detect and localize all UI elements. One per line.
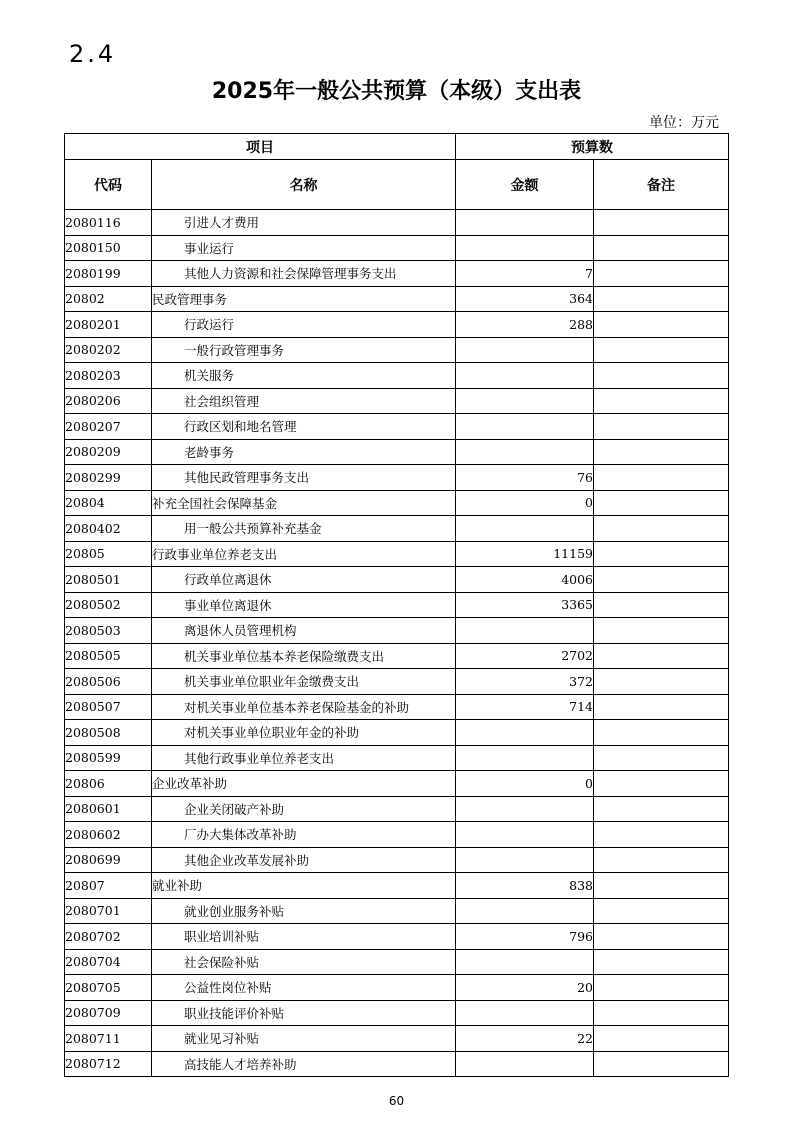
row-code: 2080705 <box>65 975 152 1001</box>
table-row <box>65 1051 729 1077</box>
table-row <box>65 745 729 771</box>
row-name: 事业运行 <box>152 235 456 261</box>
row-amount: 2702 <box>456 643 594 669</box>
table-row <box>65 567 729 593</box>
table-row <box>65 796 729 822</box>
row-name: 企业关闭破产补助 <box>152 796 456 822</box>
row-amount <box>456 720 594 746</box>
table-row <box>65 873 729 899</box>
row-code: 2080116 <box>65 210 152 236</box>
row-amount <box>456 439 594 465</box>
row-remark <box>594 363 729 389</box>
table-row <box>65 490 729 516</box>
row-name: 其他人力资源和社会保障管理事务支出 <box>152 261 456 287</box>
table-row <box>65 235 729 261</box>
row-remark <box>594 975 729 1001</box>
row-remark <box>594 490 729 516</box>
row-amount <box>456 363 594 389</box>
row-remark <box>594 1000 729 1026</box>
row-amount <box>456 388 594 414</box>
page-title: 2025年一般公共预算（本级）支出表 <box>211 79 582 104</box>
row-code: 2080505 <box>65 643 152 669</box>
row-remark <box>594 286 729 312</box>
table-row <box>65 210 729 236</box>
row-code: 2080508 <box>65 720 152 746</box>
row-code: 2080602 <box>65 822 152 848</box>
row-code: 2080299 <box>65 465 152 491</box>
row-name: 厂办大集体改革补助 <box>152 822 456 848</box>
row-remark <box>594 643 729 669</box>
row-name: 对机关事业单位职业年金的补助 <box>152 720 456 746</box>
row-name: 行政单位离退休 <box>152 567 456 593</box>
row-remark <box>594 567 729 593</box>
row-remark <box>594 898 729 924</box>
row-amount <box>456 745 594 771</box>
table-row <box>65 618 729 644</box>
row-code: 2080704 <box>65 949 152 975</box>
header-remarks: 备注 <box>594 160 729 210</box>
row-remark <box>594 694 729 720</box>
row-amount <box>456 210 594 236</box>
row-name: 机关服务 <box>152 363 456 389</box>
row-remark <box>594 720 729 746</box>
row-name: 机关事业单位基本养老保险缴费支出 <box>152 643 456 669</box>
row-code: 2080699 <box>65 847 152 873</box>
row-remark <box>594 1051 729 1077</box>
row-name: 一般行政管理事务 <box>152 337 456 363</box>
row-name: 公益性岗位补贴 <box>152 975 456 1001</box>
row-name: 补充全国社会保障基金 <box>152 490 456 516</box>
row-name: 职业技能评价补贴 <box>152 1000 456 1026</box>
table-row <box>65 541 729 567</box>
table-row <box>65 286 729 312</box>
table-row <box>65 669 729 695</box>
row-amount: 3365 <box>456 592 594 618</box>
row-amount <box>456 235 594 261</box>
row-name: 对机关事业单位基本养老保险基金的补助 <box>152 694 456 720</box>
table-row <box>65 847 729 873</box>
row-code: 2080203 <box>65 363 152 389</box>
row-name: 社会组织管理 <box>152 388 456 414</box>
header-row-columns <box>65 160 729 210</box>
row-amount <box>456 618 594 644</box>
page-number: 60 <box>388 1094 405 1108</box>
row-amount <box>456 796 594 822</box>
row-code: 2080599 <box>65 745 152 771</box>
row-amount: 22 <box>456 1026 594 1052</box>
row-remark <box>594 516 729 542</box>
row-remark <box>594 745 729 771</box>
unit-label: 单位：万元 <box>649 115 719 131</box>
row-code: 20805 <box>65 541 152 567</box>
row-remark <box>594 337 729 363</box>
row-code: 20804 <box>65 490 152 516</box>
table-row <box>65 975 729 1001</box>
header-row-group <box>65 134 729 160</box>
row-amount <box>456 822 594 848</box>
table-row <box>65 1000 729 1026</box>
row-amount <box>456 949 594 975</box>
row-code: 20802 <box>65 286 152 312</box>
row-amount <box>456 1051 594 1077</box>
row-name: 行政区划和地名管理 <box>152 414 456 440</box>
row-amount: 4006 <box>456 567 594 593</box>
table-row <box>65 388 729 414</box>
row-name: 高技能人才培养补助 <box>152 1051 456 1077</box>
table-row <box>65 261 729 287</box>
row-code: 2080199 <box>65 261 152 287</box>
row-name: 行政运行 <box>152 312 456 338</box>
row-code: 2080506 <box>65 669 152 695</box>
header-project: 项目 <box>65 134 456 160</box>
row-remark <box>594 949 729 975</box>
row-remark <box>594 873 729 899</box>
row-code: 2080711 <box>65 1026 152 1052</box>
row-name: 就业创业服务补贴 <box>152 898 456 924</box>
row-amount: 364 <box>456 286 594 312</box>
row-code: 2080601 <box>65 796 152 822</box>
row-code: 2080209 <box>65 439 152 465</box>
row-amount: 796 <box>456 924 594 950</box>
row-remark <box>594 388 729 414</box>
table-row <box>65 465 729 491</box>
row-amount: 838 <box>456 873 594 899</box>
row-amount <box>456 516 594 542</box>
row-amount <box>456 337 594 363</box>
row-code: 2080501 <box>65 567 152 593</box>
row-amount <box>456 1000 594 1026</box>
row-name: 其他民政管理事务支出 <box>152 465 456 491</box>
row-amount <box>456 414 594 440</box>
row-name: 行政事业单位养老支出 <box>152 541 456 567</box>
row-code: 2080712 <box>65 1051 152 1077</box>
table-row <box>65 822 729 848</box>
row-name: 其他企业改革发展补助 <box>152 847 456 873</box>
row-amount: 7 <box>456 261 594 287</box>
row-name: 社会保险补贴 <box>152 949 456 975</box>
header-amount: 金额 <box>456 160 594 210</box>
row-name: 就业见习补贴 <box>152 1026 456 1052</box>
table-row <box>65 898 729 924</box>
row-remark <box>594 669 729 695</box>
row-remark <box>594 439 729 465</box>
row-amount: 11159 <box>456 541 594 567</box>
row-code: 2080201 <box>65 312 152 338</box>
table-body <box>65 210 729 1077</box>
budget-table <box>64 133 729 1077</box>
header-budget: 预算数 <box>456 134 729 160</box>
table-row <box>65 949 729 975</box>
row-amount: 0 <box>456 490 594 516</box>
row-code: 2080709 <box>65 1000 152 1026</box>
row-remark <box>594 592 729 618</box>
row-code: 2080502 <box>65 592 152 618</box>
table-row <box>65 439 729 465</box>
row-name: 离退休人员管理机构 <box>152 618 456 644</box>
row-name: 用一般公共预算补充基金 <box>152 516 456 542</box>
row-remark <box>594 1026 729 1052</box>
row-code: 2080150 <box>65 235 152 261</box>
row-amount: 76 <box>456 465 594 491</box>
row-name: 事业单位离退休 <box>152 592 456 618</box>
row-name: 就业补助 <box>152 873 456 899</box>
table-row <box>65 414 729 440</box>
row-code: 2080206 <box>65 388 152 414</box>
table-row <box>65 720 729 746</box>
row-remark <box>594 312 729 338</box>
header-code: 代码 <box>65 160 152 210</box>
row-code: 2080503 <box>65 618 152 644</box>
row-code: 2080507 <box>65 694 152 720</box>
row-remark <box>594 618 729 644</box>
row-remark <box>594 210 729 236</box>
row-amount: 372 <box>456 669 594 695</box>
row-remark <box>594 771 729 797</box>
table-row <box>65 312 729 338</box>
row-name: 企业改革补助 <box>152 771 456 797</box>
row-name: 民政管理事务 <box>152 286 456 312</box>
section-number: 2.4 <box>69 40 117 68</box>
row-amount: 714 <box>456 694 594 720</box>
row-code: 20806 <box>65 771 152 797</box>
row-amount: 0 <box>456 771 594 797</box>
table-row <box>65 643 729 669</box>
row-remark <box>594 465 729 491</box>
row-amount: 20 <box>456 975 594 1001</box>
row-remark <box>594 822 729 848</box>
row-code: 20807 <box>65 873 152 899</box>
row-amount <box>456 847 594 873</box>
table-row <box>65 592 729 618</box>
row-code: 2080402 <box>65 516 152 542</box>
table-row <box>65 924 729 950</box>
row-code: 2080202 <box>65 337 152 363</box>
row-remark <box>594 414 729 440</box>
row-remark <box>594 924 729 950</box>
row-remark <box>594 541 729 567</box>
row-name: 其他行政事业单位养老支出 <box>152 745 456 771</box>
table-row <box>65 337 729 363</box>
row-amount: 288 <box>456 312 594 338</box>
row-code: 2080207 <box>65 414 152 440</box>
row-remark <box>594 847 729 873</box>
table-row <box>65 694 729 720</box>
row-code: 2080702 <box>65 924 152 950</box>
table-row <box>65 771 729 797</box>
row-code: 2080701 <box>65 898 152 924</box>
header-name: 名称 <box>152 160 456 210</box>
row-name: 职业培训补贴 <box>152 924 456 950</box>
table-row <box>65 516 729 542</box>
row-remark <box>594 261 729 287</box>
row-remark <box>594 796 729 822</box>
row-name: 老龄事务 <box>152 439 456 465</box>
row-name: 引进人才费用 <box>152 210 456 236</box>
table-row <box>65 363 729 389</box>
table-row <box>65 1026 729 1052</box>
row-name: 机关事业单位职业年金缴费支出 <box>152 669 456 695</box>
row-amount <box>456 898 594 924</box>
row-remark <box>594 235 729 261</box>
